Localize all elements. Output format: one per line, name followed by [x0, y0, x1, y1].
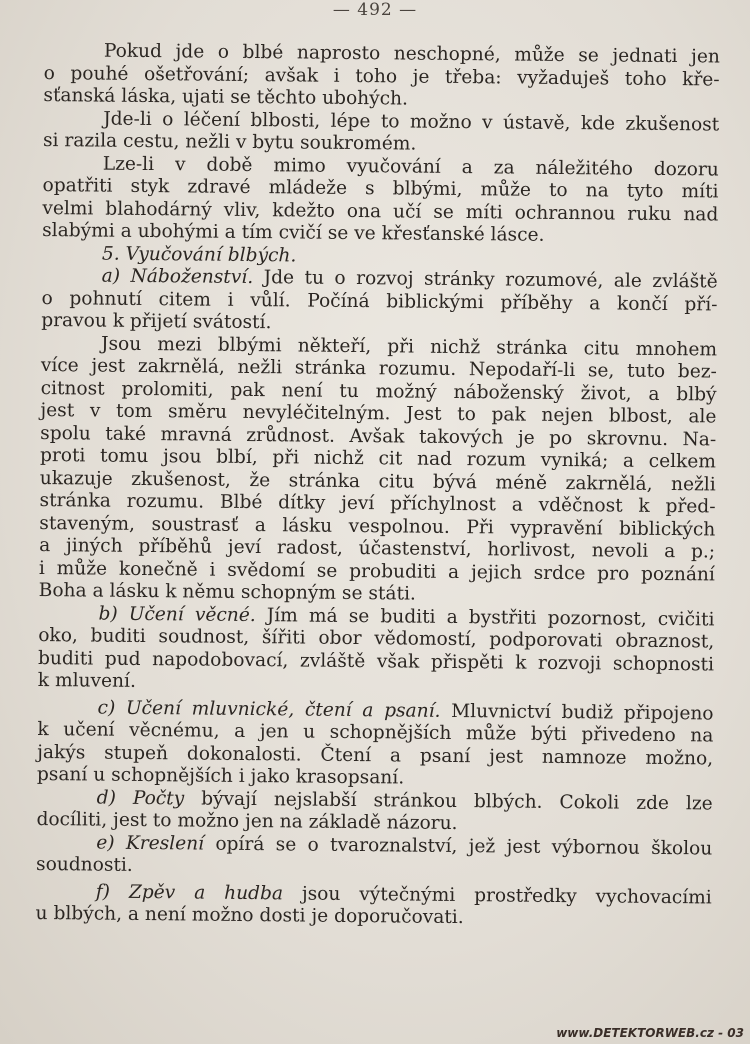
line-text: opatřiti styk zdravé mládeže s blbými, může to na tyto míti — [42, 174, 719, 203]
subsection-label: a) Náboženství. — [101, 265, 254, 289]
line-text: oko, buditi soudnost, šířiti obor vědomostí, podporovati obraznost, — [38, 624, 715, 653]
line-text: k učení věcnému, a jen u schopnějších může býti přivedeno na — [37, 718, 714, 747]
line-text: psaní u schopnějších i jako krasopsaní. — [36, 763, 405, 789]
line-text: sťanská láska, ujati se těchto ubohých. — [43, 84, 409, 110]
line-text: Lze-li v době mimo vyučování a za náležitého dozoru — [102, 153, 719, 180]
line-text: 5. Vyučování blbých. — [101, 243, 297, 266]
line-text: Jím má se buditi a bystřiti pozornost, cvičiti — [255, 604, 715, 630]
body-text — [35, 40, 719, 932]
line-text: velmi blahodárný vliv, kdežto ona učí se míti ochrannou ruku nad — [42, 197, 719, 225]
line-text: a jiných příběhů jeví radost, účastenství, horlivost, nevoli a p.; — [39, 534, 716, 563]
line-text: k mluvení. — [37, 669, 137, 692]
line-text: soudnosti. — [35, 853, 133, 876]
subsection-label: c) Učení mluvnické, čtení a psaní. — [97, 697, 441, 722]
line-text: Jde-li o léčení blbosti, lépe to možno v ústavě, kde zkušenost — [103, 108, 720, 135]
line-text: docíliti, jest to možno jen na základě názoru. — [36, 808, 458, 835]
line-text: citnost prolomiti, pak není tu možný náboženský život, a blbý — [40, 377, 717, 405]
line-text: Jde tu o rozvoj stránky rozumové, ale zvláště — [253, 267, 718, 293]
line-text: stránka rozumu. Blbé dítky jeví příchylnost a vděčnost k před- — [39, 489, 716, 518]
line-text: buditi pud napodobovací, zvláště však přispěti k rozvoji schopnosti — [37, 647, 715, 675]
subsection-label: f) Zpěv a hudba — [95, 881, 284, 904]
line-text: slabými a ubohými a tím cvičí se ve křesťanské lásce. — [42, 219, 545, 246]
line-text: více jest zakrnělá, nežli stránka rozumu. Nepodaří-li se, tuto bez- — [40, 354, 717, 383]
line-text: pravou k přijetí svátostí. — [41, 309, 272, 334]
line-text: Mluvnictví budiž připojeno — [440, 700, 714, 724]
line-text: spolu také mravná zrůdnost. Avšak takových je po skrovnu. Na- — [40, 422, 717, 450]
line-text: jsou výtečnými prostředky vychovacími — [282, 882, 712, 908]
line-text: ukazuje zkušenost, že stránka citu bývá méně zakrnělá, nežli — [39, 467, 716, 495]
line-text: staveným, soustrasť a lásku vespolnou. Při vypravění biblických — [39, 512, 716, 540]
line-text: Boha a lásku k němu schopným se státi. — [38, 579, 416, 605]
line-text: Jsou mezi blbými někteří, při nichž stránka citu mnohem — [100, 333, 718, 360]
line-text: opírá se o tvaroznalství, jež jest výbornou školou — [203, 833, 713, 859]
subsection-label: d) Počty — [96, 787, 185, 809]
subsection-label: b) Učení věcné. — [98, 603, 256, 626]
line-text: i může konečně i svědomí se probuditi a jejich srdce pro poznání — [38, 557, 716, 585]
line-text: jest v tom směru nevyléčitelným. Jest to pak nejen blbost, ale — [40, 399, 717, 428]
line-text: o pohnutí citem i vůlí. Počíná biblickými příběhy a končí pří- — [41, 287, 718, 315]
line-text: Pokud jde o blbé naprosto neschopné, může se jednati jen — [103, 40, 720, 68]
line-text: bývají nejslabší stránkou blbých. Cokoli zde lze — [184, 787, 713, 814]
page-number: — 492 — — [332, 0, 418, 20]
line-text: proti tomu jsou blbí, při nichž cit nad rozum vyniká; a celkem — [39, 444, 717, 473]
line-text: si razila cestu, nežli v bytu soukromém. — [42, 129, 417, 155]
line-text: jakýs stupeň dokonalosti. Čtení a psaní jest namnoze možno, — [37, 741, 714, 769]
subsection-label: e) Kreslení — [96, 832, 205, 855]
line-text: u blbých, a není možno dosti je doporučovati. — [35, 902, 464, 929]
watermark: www.DETEKTORWEB.cz - 03 — [556, 1026, 744, 1040]
line-text: o pouhé ošetřování; avšak i toho je třeba: vyžaduješ toho kře- — [43, 62, 720, 90]
